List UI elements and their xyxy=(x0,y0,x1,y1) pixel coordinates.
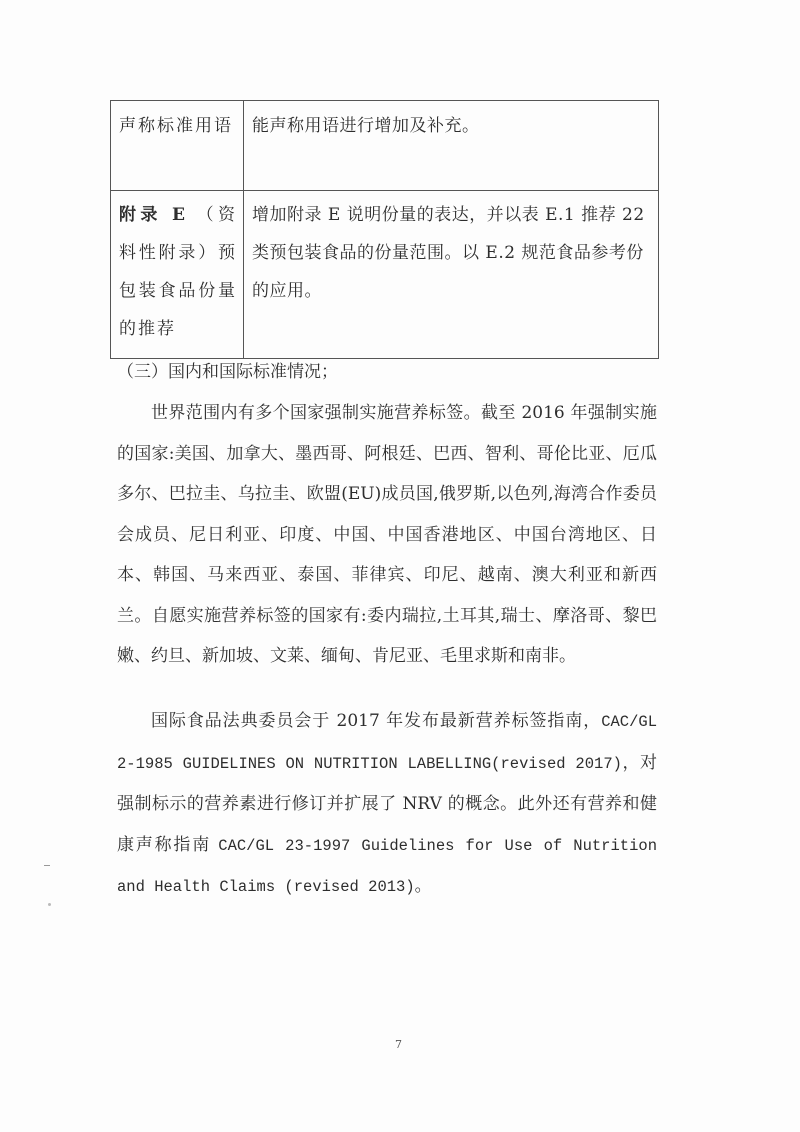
table-cell-content: 能声称用语进行增加及补充。 xyxy=(244,101,659,191)
appendix-description: （资料性附录）预包装食品份量的推荐 xyxy=(119,205,237,339)
scan-artifact xyxy=(48,903,51,906)
table-row xyxy=(111,191,659,359)
table-cell-label: 声称标准用语 xyxy=(111,101,244,191)
page-number: 7 xyxy=(395,1038,402,1051)
revision-summary-table xyxy=(110,100,659,359)
table-cell-content: 增加附录 E 说明份量的表达，并以表 E.1 推荐 22 类预包装食品的份量范围。以 E.2 规范食品参考份的应用。 xyxy=(244,191,659,359)
codex-guideline-title: CAC/GL 2-1985 GUIDELINES ON NUTRITION LABELLING(revised 2017) xyxy=(117,713,657,773)
codex-intro-text: 国际食品法典委员会于 2017 年发布最新营养标签指南， xyxy=(151,711,602,731)
table-row xyxy=(111,101,659,191)
table-cell-label xyxy=(111,191,244,359)
paragraph-codex xyxy=(117,701,657,908)
codex-end-text: 。 xyxy=(414,876,432,896)
scan-artifact xyxy=(44,865,50,866)
appendix-label: 附录 E xyxy=(119,205,187,225)
section-heading: （三）国内和国际标准情况； xyxy=(117,362,338,382)
codex-claims-guideline-title: CAC/GL 23-1997 Guidelines for Use of Nutrition and Health Claims (revised 2013) xyxy=(117,836,657,896)
paragraph-countries: 世界范围内有多个国家强制实施营养标签。截至 2016 年强制实施的国家:美国、加拿大、墨西哥、阿根廷、巴西、智利、哥伦比亚、厄瓜多尔、巴拉圭、乌拉圭、欧盟(EU)成员国,俄罗斯,以色列,海湾合作委员会成员、尼日利亚、印度、中国、中国香港地区、中国台湾地区、日本、韩国、马来西亚、泰国、菲律宾、印尼、越南、澳大利亚和新西兰。自愿实施营养标签的国家有:委内瑞拉,土耳其,瑞士、摩洛哥、黎巴嫩、约旦、新加坡、文莱、缅甸、肯尼亚、毛里求斯和南非。 xyxy=(117,403,657,666)
codex-middle-text: ，对强制标示的营养素进行修订并扩展了 NRV 的概念。此外还有营养和健康声称指南 xyxy=(117,752,657,855)
